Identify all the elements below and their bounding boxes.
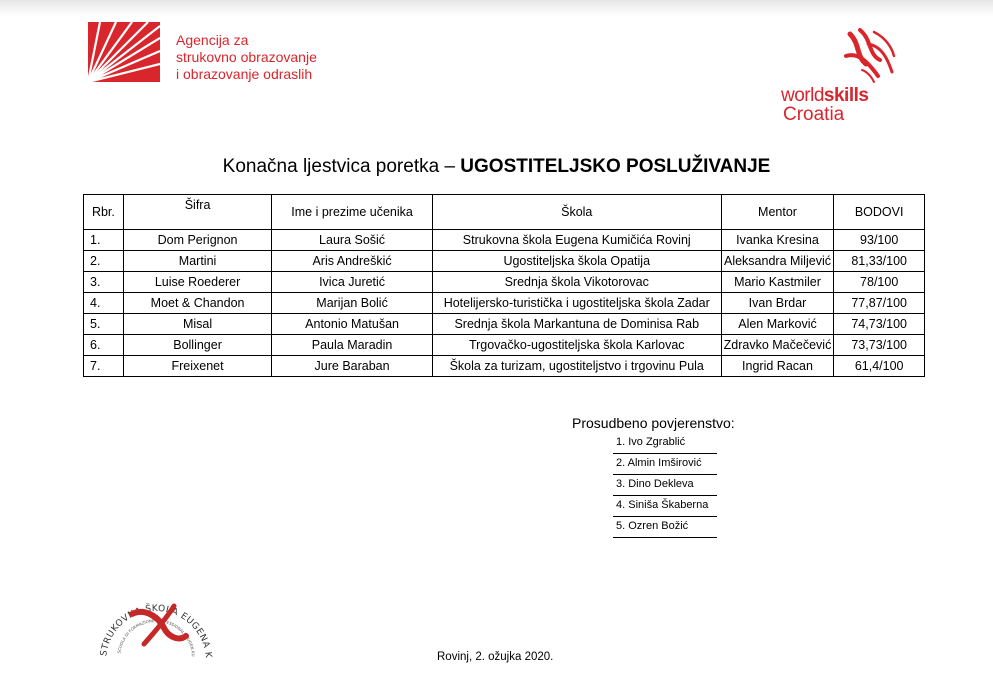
cell-school: Srednja škola Vikotorovac bbox=[432, 272, 721, 293]
cell-code: Moet & Chandon bbox=[123, 293, 271, 314]
cell-mentor: Aleksandra Miljević bbox=[721, 251, 834, 272]
cell-rank: 2. bbox=[84, 251, 124, 272]
cell-points: 78/100 bbox=[834, 272, 925, 293]
title-prefix: Konačna ljestvica poretka – bbox=[222, 156, 461, 177]
cell-rank: 3. bbox=[84, 272, 124, 293]
worldskills-mark-icon bbox=[838, 26, 898, 91]
committee-member: 1. Ivo Zgrablić bbox=[613, 433, 717, 454]
committee-member: 4. Siniša Škaberna bbox=[613, 496, 717, 517]
cell-code: Luise Roederer bbox=[123, 272, 271, 293]
cell-student: Laura Sošić bbox=[272, 230, 433, 251]
header-rank: Rbr. bbox=[84, 195, 124, 230]
cell-code: Freixenet bbox=[123, 356, 271, 377]
cell-code: Dom Perignon bbox=[123, 230, 271, 251]
cell-rank: 1. bbox=[84, 230, 124, 251]
cell-mentor: Ivanka Kresina bbox=[721, 230, 834, 251]
agency-logo-icon bbox=[88, 22, 160, 87]
place-date: Rovinj, 2. ožujka 2020. bbox=[437, 651, 554, 663]
table-row bbox=[84, 293, 925, 314]
worldskills-word-light: world bbox=[781, 85, 824, 106]
cell-mentor: Mario Kastmiler bbox=[721, 272, 834, 293]
table-row bbox=[84, 335, 925, 356]
table-header-row bbox=[84, 195, 925, 230]
committee-list bbox=[613, 433, 717, 538]
cell-school: Trgovačko-ugostiteljska škola Karlovac bbox=[432, 335, 721, 356]
cell-rank: 7. bbox=[84, 356, 124, 377]
worldskills-word-bold: skills bbox=[823, 85, 869, 106]
header-points: BODOVI bbox=[834, 195, 925, 230]
header-mentor: Mentor bbox=[721, 195, 834, 230]
seal-inner-text: SCUOLA DI FORMAZIONE PROFESSIONALE EUGEN KU bbox=[116, 617, 196, 657]
cell-points: 61,4/100 bbox=[834, 356, 925, 377]
committee-member: 2. Almin Imširović bbox=[613, 454, 717, 475]
cell-school: Srednja škola Markantuna de Dominisa Rab bbox=[432, 314, 721, 335]
cell-rank: 5. bbox=[84, 314, 124, 335]
cell-mentor: Alen Marković bbox=[721, 314, 834, 335]
header-code: Šifra bbox=[123, 195, 271, 230]
cell-school: Hotelijersko-turistička i ugostiteljska škola Zadar bbox=[432, 293, 721, 314]
cell-code: Bollinger bbox=[123, 335, 271, 356]
cell-code: Martini bbox=[123, 251, 271, 272]
seal-outer-text: STRUKOVNA ŠKOLA EUGENA K bbox=[99, 603, 213, 659]
cell-mentor: Zdravko Mačečević bbox=[721, 335, 834, 356]
cell-code: Misal bbox=[123, 314, 271, 335]
cell-student: Paula Maradin bbox=[272, 335, 433, 356]
committee-member: 5. Ozren Božić bbox=[613, 517, 717, 538]
committee-title: Prosudbeno povjerenstvo: bbox=[572, 415, 735, 431]
school-seal-icon bbox=[88, 566, 218, 671]
cell-points: 81,33/100 bbox=[834, 251, 925, 272]
agency-name-line2: strukovno obrazovanje bbox=[176, 49, 317, 65]
cell-rank: 4. bbox=[84, 293, 124, 314]
results-table bbox=[83, 194, 925, 377]
cell-rank: 6. bbox=[84, 335, 124, 356]
cell-points: 74,73/100 bbox=[834, 314, 925, 335]
cell-school: Ugostiteljska škola Opatija bbox=[432, 251, 721, 272]
cell-student: Ivica Juretić bbox=[272, 272, 433, 293]
committee-member: 3. Dino Dekleva bbox=[613, 475, 717, 496]
agency-name-line1: Agencija za bbox=[176, 32, 249, 48]
cell-student: Marijan Bolić bbox=[272, 293, 433, 314]
header-student: Ime i prezime učenika bbox=[272, 195, 433, 230]
top-shadow bbox=[0, 0, 993, 16]
cell-mentor: Ivan Brdar bbox=[721, 293, 834, 314]
agency-name bbox=[176, 32, 376, 83]
cell-school: Strukovna škola Eugena Kumičića Rovinj bbox=[432, 230, 721, 251]
table-row bbox=[84, 251, 925, 272]
cell-points: 73,73/100 bbox=[834, 335, 925, 356]
worldskills-country: Croatia bbox=[783, 104, 845, 125]
agency-name-line3: i obrazovanje odraslih bbox=[176, 66, 313, 82]
table-row bbox=[84, 356, 925, 377]
cell-school: Škola za turizam, ugostiteljstvo i trgovinu Pula bbox=[432, 356, 721, 377]
worldskills-wordmark bbox=[781, 86, 868, 106]
page-title bbox=[0, 156, 993, 178]
title-emphasis: UGOSTITELJSKO POSLUŽIVANJE bbox=[460, 156, 771, 177]
table-row bbox=[84, 230, 925, 251]
cell-student: Aris Andreškić bbox=[272, 251, 433, 272]
table-row bbox=[84, 314, 925, 335]
header-school: Škola bbox=[432, 195, 721, 230]
cell-points: 77,87/100 bbox=[834, 293, 925, 314]
cell-mentor: Ingrid Racan bbox=[721, 356, 834, 377]
cell-student: Antonio Matušan bbox=[272, 314, 433, 335]
table-row bbox=[84, 272, 925, 293]
cell-points: 93/100 bbox=[834, 230, 925, 251]
cell-student: Jure Baraban bbox=[272, 356, 433, 377]
